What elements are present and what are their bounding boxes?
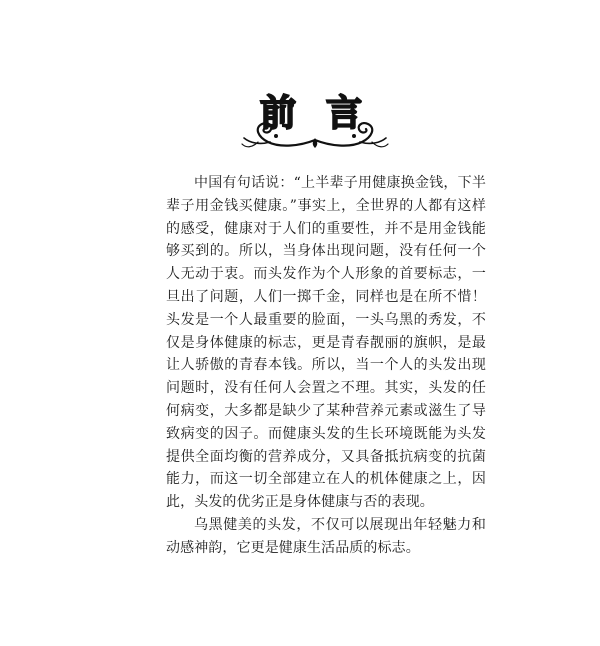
flourish-ornament-icon bbox=[240, 112, 390, 152]
preface-body bbox=[166, 172, 486, 560]
heading-char-1: 前 bbox=[259, 93, 296, 134]
paragraph-2: 乌黑健美的头发，不仅可以展现出年轻魅力和动感神韵，它更是健康生活品质的标志。 bbox=[166, 516, 486, 556]
heading-char-2: 言 bbox=[325, 93, 362, 134]
paragraph-1: 中国有句话说：“上半辈子用健康换金钱，下半辈子用金钱买健康。”事实上，全世界的人都有这样的感受，健康对于人们的重要性，并不是用金钱能够买到的。所以，当身体出现问题，没有任何一个人无动于衷。而头发作为个人形象的首要标志，一旦出了问题，人们一掷千金，同样也是在所不惜！头发是一个人最重要的脸面，一头乌黑的秀发，不仅是身体健康的标志，更是青春靓丽的旗帜，是最让人骄傲的青春本钱。所以，当一个人的头发出现问题时，没有任何人会置之不理。其实，头发的任何病变，大多都是缺少了某种营养元素或滋生了导致病变的因子。而健康头发的生长环境既能为头发提供全面均衡的营养成分，又具备抵抗病变的抗菌能力，而这一切全部建立在人的机体健康之上，因此，头发的优劣正是身体健康与否的表现。 bbox=[166, 175, 486, 511]
